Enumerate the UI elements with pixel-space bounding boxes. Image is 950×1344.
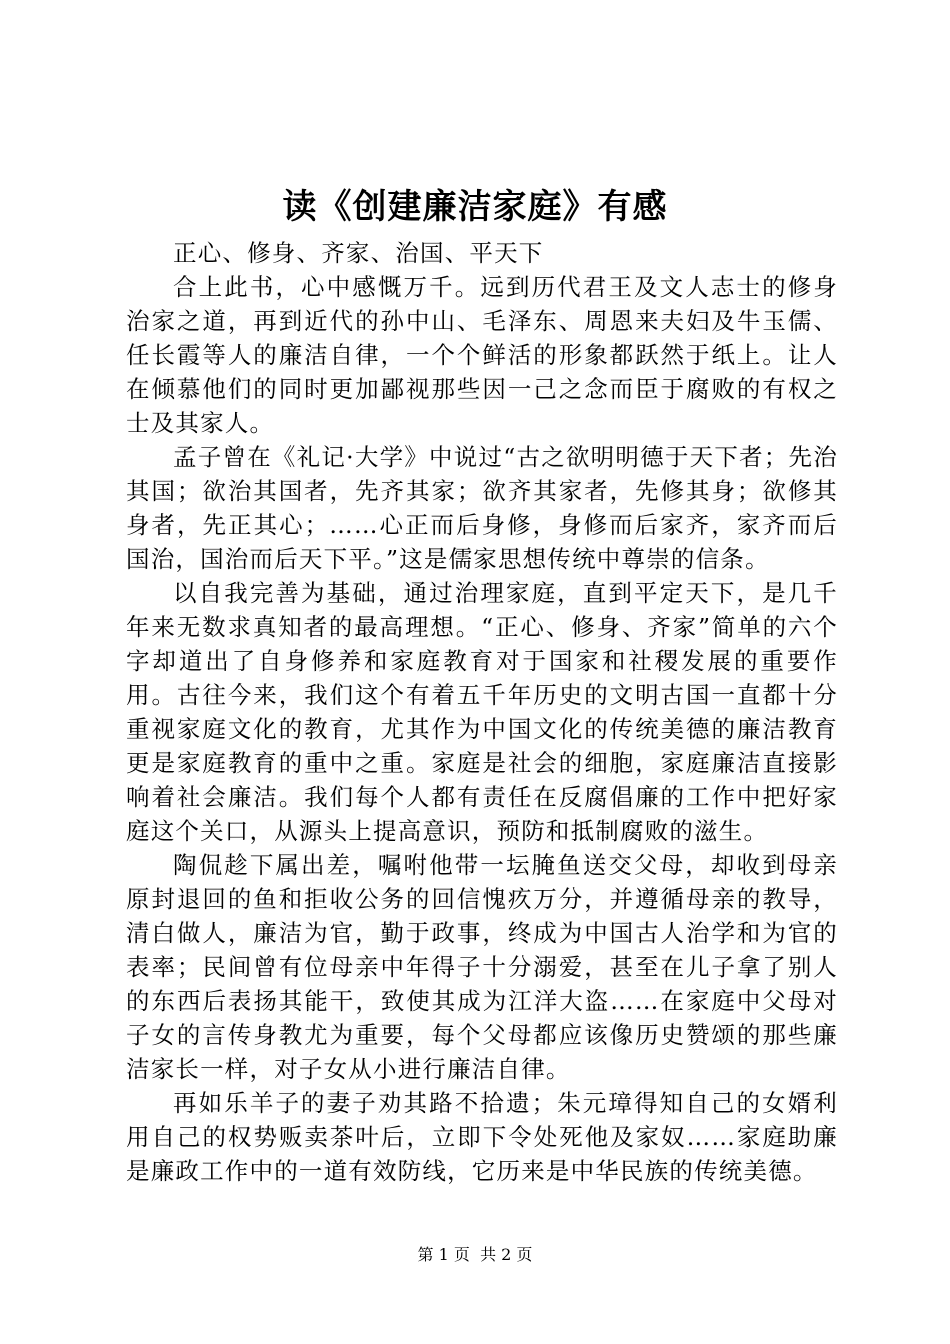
paragraph: 孟子曾在《礼记·大学》中说过“古之欲明明德于天下者；先治其国；欲治其国者，先齐其家；欲齐其家者，先修其身；欲修其身者，先正其心；……心正而后身修，身修而后家齐，家齐而后国治，国治而后天下平。”这是儒家思想传统中尊崇的信条。: [126, 443, 838, 573]
document-title: 读《创建廉洁家庭》有感: [282, 187, 668, 227]
page-footer: [0, 1244, 950, 1266]
paragraph: 合上此书，心中感慨万千。远到历代君王及文人志士的修身治家之道，再到近代的孙中山、毛泽东、周恩来夫妇及牛玉儒、任长霞等人的廉洁自律，一个个鲜活的形象都跃然于纸上。让人在倾慕他们的同时更加鄙视那些因一己之念而臣于腐败的有权之士及其家人。: [126, 273, 838, 437]
page-number-label: 第 1 页 共 2 页: [417, 1245, 533, 1264]
paragraph: 陶侃趁下属出差，嘱咐他带一坛腌鱼送交父母，却收到母亲原封退回的鱼和拒收公务的回信愧疚万分，并遵循母亲的教导，清白做人，廉洁为官，勤于政事，终成为中国古人治学和为官的表率；民间曾有位母亲中年得子十分溺爱，甚至在儿子拿了别人的东西后表扬其能干，致使其成为江洋大盗……在家庭中父母对子女的言传身教尤为重要，每个父母都应该像历史赞颂的那些廉洁家长一样，对子女从小进行廉洁自律。: [126, 851, 838, 1083]
document-body: [126, 236, 838, 1188]
paragraph: 再如乐羊子的妻子劝其路不拾遗；朱元璋得知自己的女婿利用自己的权势贩卖茶叶后，立即下令处死他及家奴……家庭助廉是廉政工作中的一道有效防线，它历来是中华民族的传统美德。: [126, 1089, 838, 1185]
paragraph-subtitle: 正心、修身、齐家、治国、平天下: [173, 239, 544, 267]
paragraph: 以自我完善为基础，通过治理家庭，直到平定天下，是几千年来无数求真知者的最高理想。“正心、修身、齐家”简单的六个字却道出了自身修养和家庭教育对于国家和社稷发展的重要作用。古往今来，我们这个有着五千年历史的文明古国一直都十分重视家庭文化的教育，尤其作为中国文化的传统美德的廉洁教育更是家庭教育的重中之重。家庭是社会的细胞，家庭廉洁直接影响着社会廉洁。我们每个人都有责任在反腐倡廉的工作中把好家庭这个关口，从源头上提高意识，预防和抵制腐败的滋生。: [126, 579, 838, 845]
